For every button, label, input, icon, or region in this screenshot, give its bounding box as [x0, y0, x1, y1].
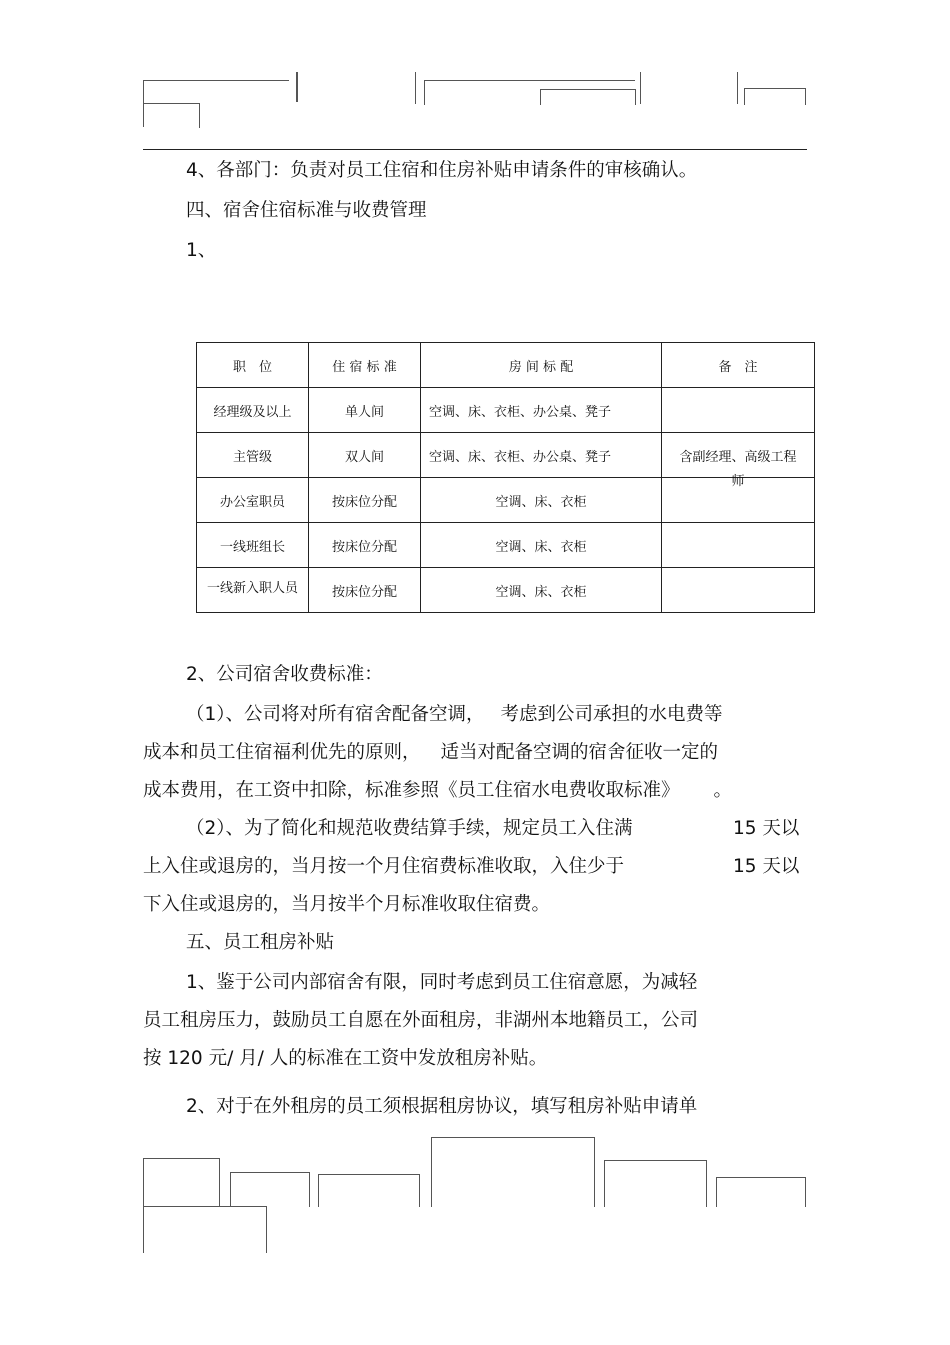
clause-1-text-e: 成本费用，在工资中扣除，标准参照《员工住宿水电费收取标准》	[143, 780, 680, 801]
section-five-title: 五、员工租房补贴	[186, 932, 335, 953]
table-header-row	[197, 343, 815, 388]
cell-remark	[662, 388, 815, 433]
header-position: 职 位	[197, 343, 309, 388]
cell-remark	[662, 433, 815, 489]
item-one: 1、	[186, 240, 217, 261]
cell-equipment: 空调、床、衣柜	[421, 478, 662, 523]
cell-position: 主管级	[197, 433, 309, 478]
paragraph-departments: 4、各部门：负责对员工住宿和住房补贴申请条件的审核确认。	[186, 160, 698, 181]
cell-remark	[662, 523, 815, 568]
clause-1-text-d: 适当对配备空调的宿舍征收一定的	[440, 742, 719, 763]
item-two-title: 2、公司宿舍收费标准：	[186, 664, 383, 685]
clause-2-days-1: 15 天以	[733, 818, 800, 839]
clause-2-days-2: 15 天以	[733, 856, 800, 877]
cell-remark	[662, 478, 815, 523]
clause-1-text-f: 。	[713, 780, 733, 801]
cell-position: 经理级及以上	[197, 388, 309, 433]
cell-equipment: 空调、床、衣柜、办公桌、凳子	[421, 433, 662, 478]
remark-line-2: 师	[731, 474, 745, 489]
cell-equipment: 空调、床、衣柜、办公桌、凳子	[421, 388, 662, 433]
clause-1-line-1	[186, 702, 723, 728]
cell-position-text: 一线新入职人员	[206, 581, 298, 596]
table-row	[197, 388, 815, 433]
cell-standard: 双人间	[309, 433, 421, 478]
clause-2-line-3: 下入住或退房的，当月按半个月标准收取住宿费。	[143, 894, 551, 915]
cell-remark	[662, 568, 815, 613]
subsidy-line-3: 按 120 元/ 月/ 人的标准在工资中发放租房补贴。	[143, 1048, 548, 1069]
header-room-equipment: 房 间 标 配	[421, 343, 662, 388]
section-four-title: 四、宿舍住宿标准与收费管理	[186, 200, 427, 221]
subsidy-line-2: 员工租房压力，鼓励员工自愿在外面租房，非湖州本地籍员工，公司	[143, 1010, 699, 1031]
clause-1-text-a: （1）、公司将对所有宿舍配备空调，	[186, 704, 485, 725]
cell-position: 一线班组长	[197, 523, 309, 568]
cell-position: 办公室职员	[197, 478, 309, 523]
table-row	[197, 568, 815, 613]
cell-equipment: 空调、床、衣柜	[421, 568, 662, 613]
header-accommodation-standard: 住 宿 标 准	[309, 343, 421, 388]
clause-1-text-b: 考虑到公司承担的水电费等	[500, 704, 723, 725]
clause-2-line-1	[186, 816, 633, 842]
cell-standard: 单人间	[309, 388, 421, 433]
cell-position	[197, 568, 309, 613]
clause-1-text-c: 成本和员工住宿福利优先的原则，	[143, 742, 421, 763]
cell-standard: 按床位分配	[309, 568, 421, 613]
table-row	[197, 433, 815, 478]
clause-2-text-c: 上入住或退房的，当月按一个月住宿费标准收取，入住少于	[143, 856, 625, 877]
subsidy-item-two: 2、对于在外租房的员工须根据租房协议，填写租房补贴申请单	[186, 1096, 698, 1117]
header-remarks: 备 注	[662, 343, 815, 388]
header-rule	[143, 149, 807, 150]
cell-equipment: 空调、床、衣柜	[421, 523, 662, 568]
clause-1-line-2	[143, 740, 718, 766]
clause-2-line-2	[143, 854, 624, 880]
cell-standard: 按床位分配	[309, 478, 421, 523]
remark-line-1: 含副经理、高级工程	[679, 450, 797, 465]
dormitory-standards-table	[196, 342, 815, 613]
table-row	[197, 478, 815, 523]
table-row	[197, 523, 815, 568]
clause-1-line-3	[143, 778, 732, 804]
clause-2-text-a: （2）、为了简化和规范收费结算手续，规定员工入住满	[186, 818, 633, 839]
subsidy-line-1: 1、鉴于公司内部宿舍有限，同时考虑到员工住宿意愿，为减轻	[186, 972, 698, 993]
cell-standard: 按床位分配	[309, 523, 421, 568]
